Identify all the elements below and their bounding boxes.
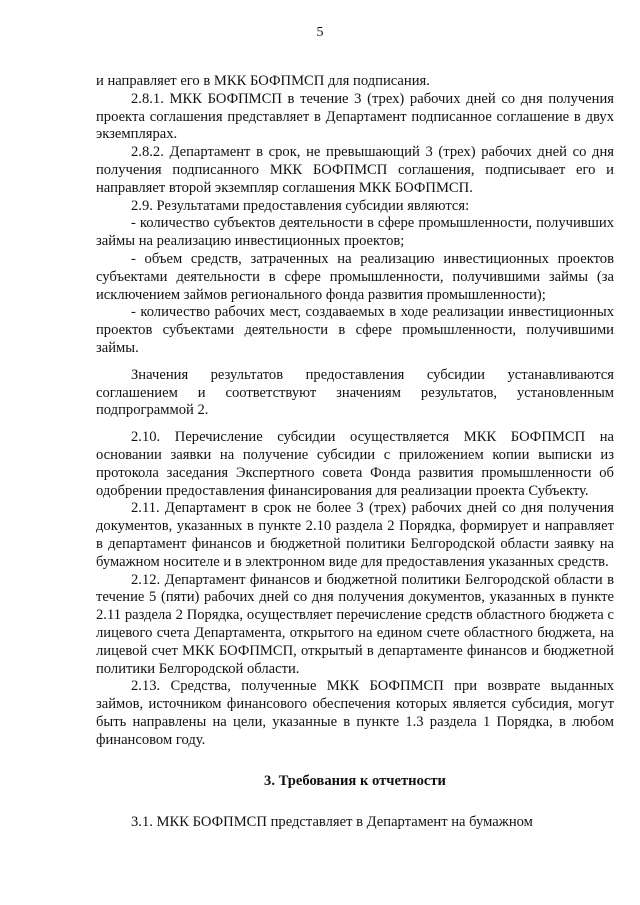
paragraph-2-8-1: 2.8.1. МКК БОФПМСП в течение 3 (трех) рабочих дней со дня получения проекта соглашения представляет в Департамент подписанное соглашение в двух экземплярах.: [96, 90, 614, 143]
paragraph-2-10: 2.10. Перечисление субсидии осуществляется МКК БОФПМСП на основании заявки на получение субсидии с приложением копии выписки из протокола заседания Экспертного совета Фонда развития промышленности об одобрении предоставления финансирования для реализации проекта Субъекту.: [96, 429, 614, 499]
paragraph-2-12: 2.12. Департамент финансов и бюджетной политики Белгородской области в течение 5 (пяти) рабочих дней со дня получения документов, указанных в пункте 2.11 раздела 2 Порядка, осуществляет перечисление средств областного бюджета с лицевого счета Департамента, открытого на едином счете областного бюджета, на лицевой счет МКК БОФПМСП, открытый в департаменте финансов и бюджетной политики Белгородской области.: [96, 571, 614, 677]
paragraph-2-13: 2.13. Средства, полученные МКК БОФПМСП при возврате выданных займов, источником финансового обеспечения которых является субсидия, могут быть направлены на цели, указанные в пункте 1.3 раздела 1 Порядка, в любом финансовом году.: [96, 678, 614, 748]
paragraph-2-11: 2.11. Департамент в срок не более 3 (трех) рабочих дней со дня получения документов, указанных в пункте 2.10 раздела 2 Порядка, формирует и направляет в департамент финансов и бюджетной политики Белгородской области заявку на бумажном носителе и в электронном виде для предоставления указанных средств.: [96, 500, 614, 570]
paragraph-continuation: и направляет его в МКК БОФПМСП для подписания.: [96, 73, 430, 89]
list-item-jobs-count: - количество рабочих мест, создаваемых в ходе реализации инвестиционных проектов субъектами деятельности в сфере промышленности, получившими займы.: [96, 304, 614, 356]
list-item-funds-volume: - объем средств, затраченных на реализацию инвестиционных проектов субъектами деятельности в сфере промышленности, получившими займы (за исключением займов регионального фонда развития промышленности);: [96, 250, 614, 303]
section-heading: 3. Требования к отчетности: [264, 773, 446, 790]
paragraph-result-values: Значения результатов предоставления субсидии устанавливаются соглашением и соответствуют значениям результатов, установленным подпрограммой 2.: [96, 366, 614, 419]
paragraph-2-8-2: 2.8.2. Департамент в срок, не превышающий 3 (трех) рабочих дней со дня получения подписанного МКК БОФПМСП соглашения, подписывает его и направляет второй экземпляр соглашения МКК БОФПМСП.: [96, 144, 614, 196]
paragraph-2-9: 2.9. Результатами предоставления субсидии являются:: [131, 197, 470, 214]
page-number: 5: [316, 25, 324, 40]
list-item-subjects-count: - количество субъектов деятельности в сфере промышленности, получивших займы на реализацию инвестиционных проектов;: [96, 215, 614, 250]
document-body: [96, 73, 614, 832]
paragraph-3-1: 3.1. МКК БОФПМСП представляет в Департамент на бумажном: [131, 814, 533, 831]
